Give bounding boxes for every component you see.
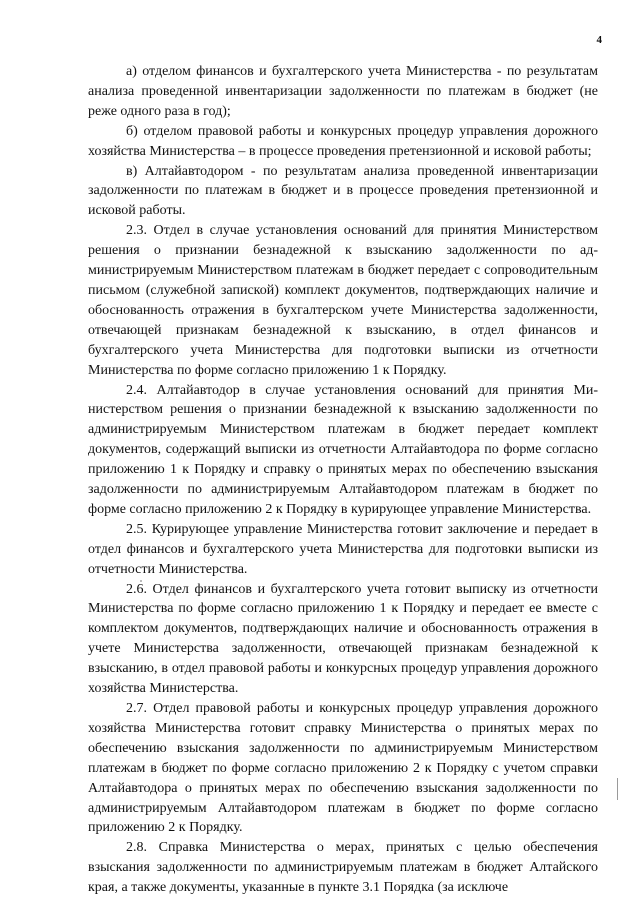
paragraph-item-a: а) отделом финансов и бухгалтерского учета Министерства - по результатам анализа проведенной инвентаризации задолженности по платежам в бюджет (не реже одного раза в год); [88, 64, 598, 119]
margin-mark [617, 778, 618, 800]
paragraph-item-b: б) отделом правовой работы и конкурсных процедур управления дорожного хозяйства Министерства – в процессе проведения претензионной и исковой работы; [88, 123, 598, 159]
paragraph-item-v: в) Алтайавтодором - по результатам анализа проведенной инвентаризации задолженности по платежам в бюджет и в процессе проведения претензионной и исковой работы. [88, 163, 598, 219]
scan-artifact [140, 580, 142, 582]
paragraph-2-4: 2.4. Алтайавтодор в случае установления оснований для принятия Министерством решения о признании безнадежной к взысканию задолженности по администрируемым Министерством платежам в бюджет передает комплект документов, содержащий выписки из отчетности Алтайавтодора по форме согласно приложению 1 к Порядку и справку о принятых мерах по обеспечению взыскания задолженности по администрируемым Алтайавтодором платежам в бюджет по форме согласно приложению 2 к Порядку в курирующее управление Министерства. [88, 382, 598, 517]
page-number: 4 [596, 34, 602, 46]
document-body [88, 62, 598, 898]
paragraph-2-8: 2.8. Справка Министерства о мерах, принятых с целью обеспечения взыскания задолженности по администрируемым платежам в бюджет Алтайского края, а также документы, указанные в пункте 3.1 Порядка (за исключе [88, 840, 598, 896]
paragraph-2-7: 2.7. Отдел правовой работы и конкурсных процедур управления дорожного хозяйства Министерства готовит справку Министерства о принятых мерах по обеспечению взыскания задолженности по администрируемым Министерством платежам в бюджет по форме согласно приложению 2 к Порядку с учетом справки Алтайавтодора о принятых мерах по обеспечению взыскания задолженности по администрируемым Алтайавтодором платежам в бюджет по форме согласно приложению 2 к Порядку. [88, 701, 598, 836]
paragraph-2-5: 2.5. Курирующее управление Министерства готовит заключение и передает в отдел финансов и бухгалтерского учета Министерства для подготовки выписки из отчетности Министерства. [88, 521, 598, 577]
paragraph-2-6: 2.6. Отдел финансов и бухгалтерского учета готовит выписку из отчетности Министерства по форме согласно приложению 1 к Порядку и передает ее вместе с комплектом документов, подтверждающих наличие и обоснованность отражения в учете Министерства задолженности, отвечающей признакам безнадежной к взысканию, в отдел правовой работы и конкурсных процедур управления дорожного хозяйства Министерства. [88, 581, 598, 697]
paragraph-2-3: 2.3. Отдел в случае установления оснований для принятия Министерством решения о признании безнадежной к взысканию задолженности по администрируемым Министерством платежам в бюджет передает с сопроводительным письмом (служебной запиской) комплект документов, подтверждающих наличие и обоснованность отражения в бухгалтерском учете Министерства задолженности, отвечающей признакам безнадежной к взысканию, в отдел финансов и бухгалтерского учета Министерства для подготовки выписки из отчетности Министерства по форме согласно приложению 1 к Порядку. [88, 223, 598, 378]
